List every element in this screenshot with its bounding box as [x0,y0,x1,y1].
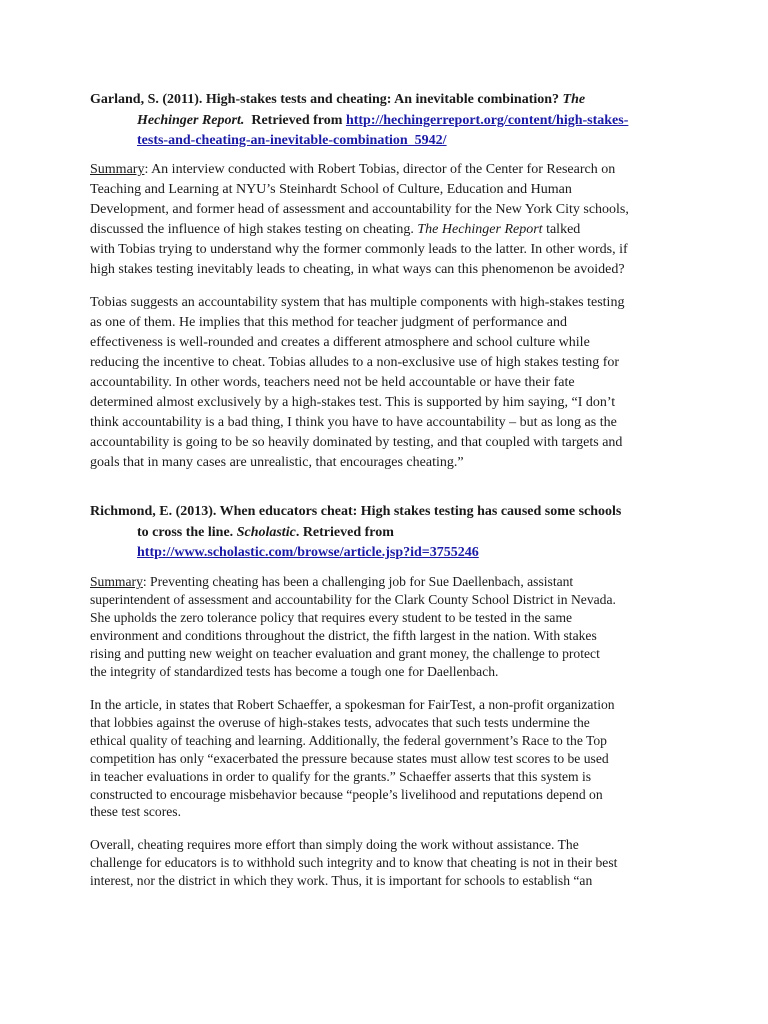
scholastic-link[interactable]: http://www.scholastic.com/browse/article.jsp?id=3755246 [137,545,479,561]
hechinger-link-continued[interactable]: tests-and-cheating-an-inevitable-combination_5942/ [137,133,447,149]
paragraph-tobias: Tobias suggests an accountability system that has multiple components with high-stakes testing as one of them. He implies that this method for teacher judgment of performance and effectiveness is well-rounded and creates a different atmosphere and school culture while reducing the incentive to cheat. Tobias alludes to a non-exclusive use of high stakes testing for accountability. In other words, teachers need not be held accountable or have their fate determined almost exclusively by a high-stakes test. This is supported by him saying, “I don’t think accountability is a bad thing, I think you have to have accountability – but as long as the accountability is going to be so heavily dominated by testing, and that coupled with targets and goals that in many cases are unrealistic, that encourages cheating.” [90,295,625,470]
summary-richmond: Summary: Preventing cheating has been a challenging job for Sue Daellenbach, assistant superintendent of assessment and accountability for the Clark County School District in Nevada. She upholds the zero tolerance policy that requires every student to be tested in the same environment and conditions throughout the district, the fifth largest in the nation. With stakes rising and putting new weight on teacher evaluation and grant money, the challenge to protect the integrity of standardized tests has become a tough one for Daellenbach. [90,574,616,679]
summary-label: Summary [90,162,145,177]
citation-line: Garland, S. (2011). High-stakes tests and cheating: An inevitable combination? The [90,92,586,107]
summary-garland: Summary: An interview conducted with Robert Tobias, director of the Center for Research on Teaching and Learning at NYU’s Steinhardt School of Culture, Education and Human Development, and former head of assessment and accountability for the New York City schools, discussed the influence of high stakes testing on cheating. The Hechinger Report talked with Tobias trying to understand why the former commonly leads to the latter. In other words, if high stakes testing inevitably leads to cheating, in what ways can this phenomenon be avoided? [90,162,629,277]
paragraph-overall: Overall, cheating requires more effort than simply doing the work without assistance. The challenge for educators is to withhold such integrity and to know that cheating is not in their best interest, nor the district in which they work. Thus, it is important for schools to establish “an [90,837,618,888]
citation-richmond: Richmond, E. (2013). When educators cheat: High stakes testing has caused some schools to cross the line. Scholastic. Retrieved from http://www.scholastic.com/browse/article.jsp?id=3755246 [90,504,622,561]
paragraph-schaeffer: In the article, in states that Robert Schaeffer, a spokesman for FairTest, a non-profit organization that lobbies against the overuse of high-stakes tests, advocates that such tests undermine the ethical quality of teaching and learning. Additionally, the federal government’s Race to the Top competition has only “exacerbated the pressure because states must allow test scores to be used in teacher evaluations in order to qualify for the grants.” Schaeffer asserts that this system is constructed to encourage misbehavior because “people’s livelihood and reputations depend on these test scores. [90,697,615,820]
citation-garland [90,90,675,152]
citation-line [90,131,675,152]
hechinger-link[interactable]: http://hechingerreport.org/content/high-stakes- [345,112,629,128]
citation-line: Hechinger Report. Retrieved from http://hechingerreport.org/content/high-stakes- [137,112,629,128]
summary-label: Summary [90,574,143,589]
